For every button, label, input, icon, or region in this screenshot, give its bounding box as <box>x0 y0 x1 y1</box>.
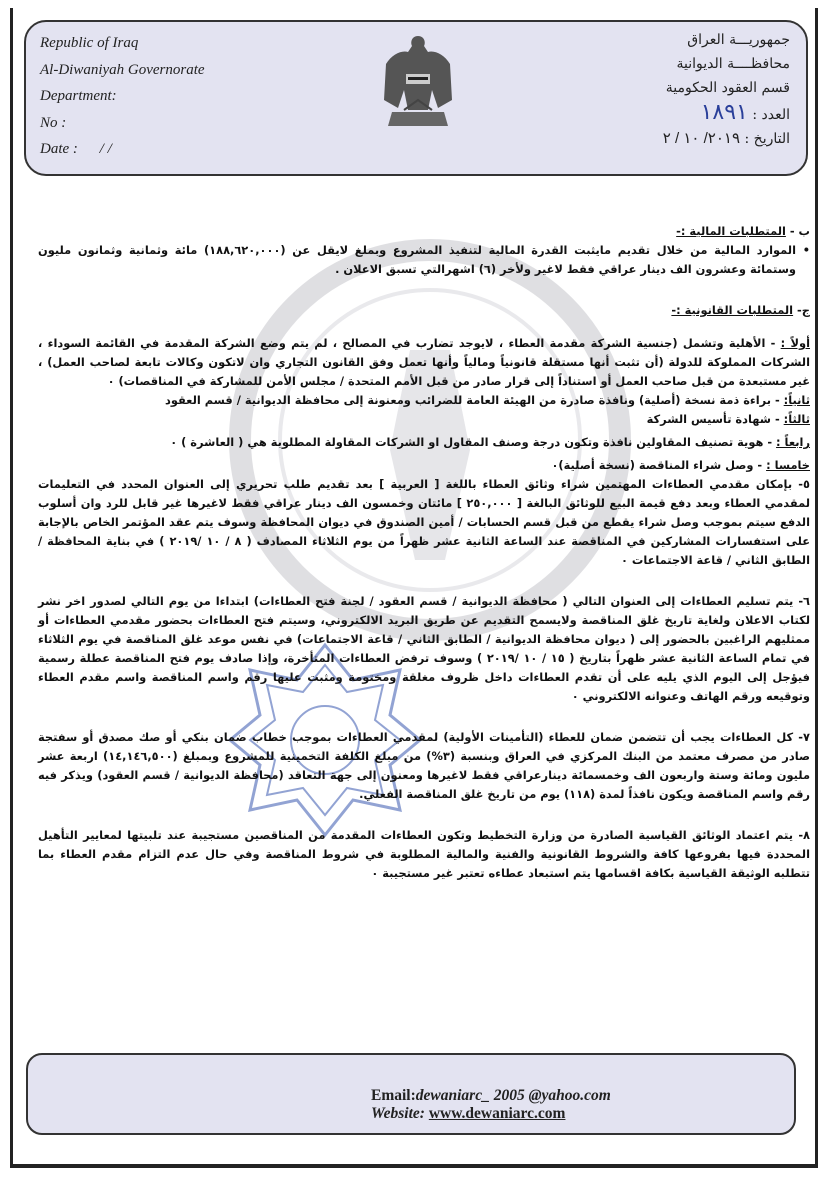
website-row <box>371 1105 611 1123</box>
department-label-en: Department: <box>40 88 117 104</box>
clause-number: ٥- <box>792 477 810 491</box>
website-label: Website: <box>371 1105 425 1122</box>
clause-number: ٧- <box>793 730 810 744</box>
email-label: Email: <box>371 1087 416 1104</box>
clause-7 <box>38 728 810 804</box>
number-label-en: No : <box>40 114 67 131</box>
legal-item-third <box>38 410 810 429</box>
date-row-ar <box>663 127 790 151</box>
financial-heading-prefix: ب - <box>785 224 810 238</box>
email-address[interactable]: dewaniarc_ 2005 @yahoo.com <box>415 1087 611 1104</box>
email-row <box>371 1087 611 1105</box>
date-value-ar: ٢٠١٩/ ١٠ / ٢ <box>662 130 741 147</box>
date-label-ar: التاريخ : <box>744 131 790 147</box>
legal-item-label: ثالثاً: <box>783 412 810 426</box>
legal-item-label: خامسا : <box>766 458 810 472</box>
letterhead <box>24 20 808 176</box>
iraq-eagle-emblem-icon <box>378 30 458 140</box>
legal-item-text: - براءة ذمة نسخة (أصلية) ونافذة صادرة من الهيئة العامة للضرائب ومعنونة إلى محافظة الديوانية / قسم العقود <box>164 393 784 407</box>
letterhead-english <box>40 30 205 163</box>
legal-item-text: - الأهلية وتشمل (جنسية الشركة مقدمة العطاء ، لايوجد تضارب في المصالح ، لم يتم وضع الشركة المقدمة في القائمة السوداء ، الشركات المملوكة للدولة (أن تثبت أنها مستقلة قانونياً ومالياً وأنها تعمل وفق القانون التجاري وان لاتكون وكالات تابعة لصاحب العمل) ، غير مستبعدة من قبل صاحب العمل أو استناداً إلى قرار صادر من قبل الأمم المتحدة / مجلس الأمن للمشاركة في المناقصات) ٠ <box>38 336 810 388</box>
footer-contact-box <box>26 1053 796 1135</box>
legal-item-label: رابعاً : <box>776 435 810 449</box>
legal-heading-prefix: ج- <box>793 303 810 317</box>
clause-text: يتم اعتماد الوثائق القياسية الصادرة من وزارة التخطيط وتكون العطاءات المقدمة من المناقصين مستجيبة عند تلبيتها لمعايير التأهيل المحددة فيها بفروعها كافة والشروط القانونية والفنية والمالية المطلوبة في شروط المناقصة وفي حال عدم التزام مقدم العطاء بما تتطلبه الوثيقة القياسية بكافة اقسامها يتم استبعاد عطاءه تعتبر غير مستجيبة ٠ <box>38 828 810 880</box>
legal-item-second <box>38 391 810 410</box>
legal-item-text: - شهادة تأسيس الشركة <box>646 412 784 426</box>
clause-6 <box>38 592 810 706</box>
letterhead-arabic <box>663 28 790 151</box>
governorate-en: Al-Diwaniyah Governorate <box>40 61 205 78</box>
country-en: Republic of Iraq <box>40 35 139 51</box>
legal-heading-text: المتطلبات القانونية :- <box>671 303 794 317</box>
number-value-handwritten: ١٨٩١ <box>700 99 748 124</box>
date-row-en <box>40 136 205 163</box>
legal-item-label: أولاً : <box>780 336 810 350</box>
financial-heading <box>38 222 810 241</box>
legal-item-fifth <box>38 456 810 475</box>
clause-8 <box>38 826 810 883</box>
department-ar: قسم العقود الحكومية <box>665 80 790 96</box>
financial-heading-text: المتطلبات المالية :- <box>676 224 786 238</box>
legal-heading <box>38 301 810 320</box>
number-row-ar <box>663 100 790 127</box>
legal-item-label: ثانياً: <box>783 393 810 407</box>
country-ar: جمهوريـــة العراق <box>687 32 790 48</box>
document-body <box>38 222 810 883</box>
clause-text: كل العطاءات يجب أن تتضمن ضمان للعطاء (التأمينات الأولية) لمقدمي العطاءات بموجب خطاب ضمان بنكي أو صك مصدق أو سفتجة صادر من مصرف معتمد من البنك المركزي في العراق وبنسبة (٣%) من مبلغ الكلفة التخمينية للمشروع وبمبلغ (١٤,١٤٦,٥٠٠) اربعة عشر مليون ومائة وستة واربعون الف وخمسمائة دينارعراقي فقط لاغيرها ومعنون إلى جهة التعاقد (محافظة الديوانية / قسم العقود) ويذكر فيه رقم واسم المناقصة ويكون نافذاً لمدة (١١٨) يوم من تاريخ غلق المناقصة الفعلي. <box>38 730 810 801</box>
legal-item-first <box>38 334 810 391</box>
financial-bullet: • الموارد المالية من خلال تقديم مايثبت القدرة المالية لتنفيذ المشروع وبملغ لايقل عن (١٨٨,٦٢٠,٠٠٠) مائة وثمانية وثمانون مليون وستمائة وعشرون الف دينار عراقي فقط لاغير ولأخر (٦) اشهرالتي تسبق الاعلان . <box>38 241 810 279</box>
number-label-ar: العدد : <box>752 107 790 123</box>
footer-contact <box>371 1087 611 1123</box>
date-label-en: Date : <box>40 141 78 157</box>
date-placeholder-en: / / <box>99 141 112 157</box>
clause-number: ٨- <box>792 828 810 842</box>
clause-number: ٦- <box>793 594 810 608</box>
legal-item-fourth <box>38 433 810 452</box>
governorate-ar: محافظــــة الديوانية <box>676 56 790 72</box>
legal-item-text: - وصل شراء المناقصة (نسخة أصلية)٠ <box>551 458 767 472</box>
legal-item-text: - هوية تصنيف المقاولين نافذة وتكون درجة وصنف المقاول او الشركات المقاولة المطلوبة هي ( العاشرة ) ٠ <box>170 435 777 449</box>
clause-5 <box>38 475 810 570</box>
clause-text: بإمكان مقدمي العطاءات المهتمين شراء وثائق العطاء باللغة [ العربية ] بعد تقديم طلب تحريري إلى العنوان المحدد في التعليمات لمقدمي العطاء وبعد دفع قيمة البيع للوثائق البالغة [ ٢٥٠,٠٠٠ ] مائتان وخمسون الف دينار عراقي فقط لاغيرها غير قابل للرد وان أسلوب الدفع سيتم بموجب وصل شراء يقطع من قبل قسم الحسابات / أمين الصندوق في ديوان المحافظة وسوف يتم عقد المؤتمر الخاص بالإجابة على استفسارات المشاركين في المناقصة عند الساعة الثانية عشر ظهراً من يوم الثلاثاء المصادف ( ٨ / ١٠ /٢٠١٩ ) في بناية المحافظة / الطابق الثاني / قاعة الاجتماعات ٠ <box>38 477 810 567</box>
website-link[interactable]: www.dewaniarc.com <box>428 1105 566 1122</box>
clause-text: يتم تسليم العطاءات إلى العنوان التالي ( محافظة الديوانية / قسم العقود / لجنة فتح العطاءات) ابتداءا من يوم التالي لصدور اخر نشر لكتاب الاعلان ولغاية تاريخ غلق المناقصة ولايسمح التقديم عن طريق البريد الالكتروني، وسيتم فتح العطاءات بحضور مقدمي العطاءات أو ممثليهم الراغبين بالحضور إلى ( ديوان محافظة الديوانية / الطابق الثاني / قاعة الاجتماعات) في نفس موعد غلق المناقصة في يوم الثلاثاء في تمام الساعة الثانية عشر ظهراً بتاريخ ( ١٥ / ١٠ /٢٠١٩ ) وسوف ترفض العطاءات المتأخرة، وإذا صادف يوم فتح المناقصة عطلة رسمية فيؤجل إلى اليوم الذي يليه على أن تقدم العطاءات داخل ظروف مغلقة ومختومة ومثبت عليها رقم واسم المناقصة واسم مقدم العطاء وتوقيعه ورقم الهاتف وعنوانه الالكتروني ٠ <box>38 594 810 703</box>
